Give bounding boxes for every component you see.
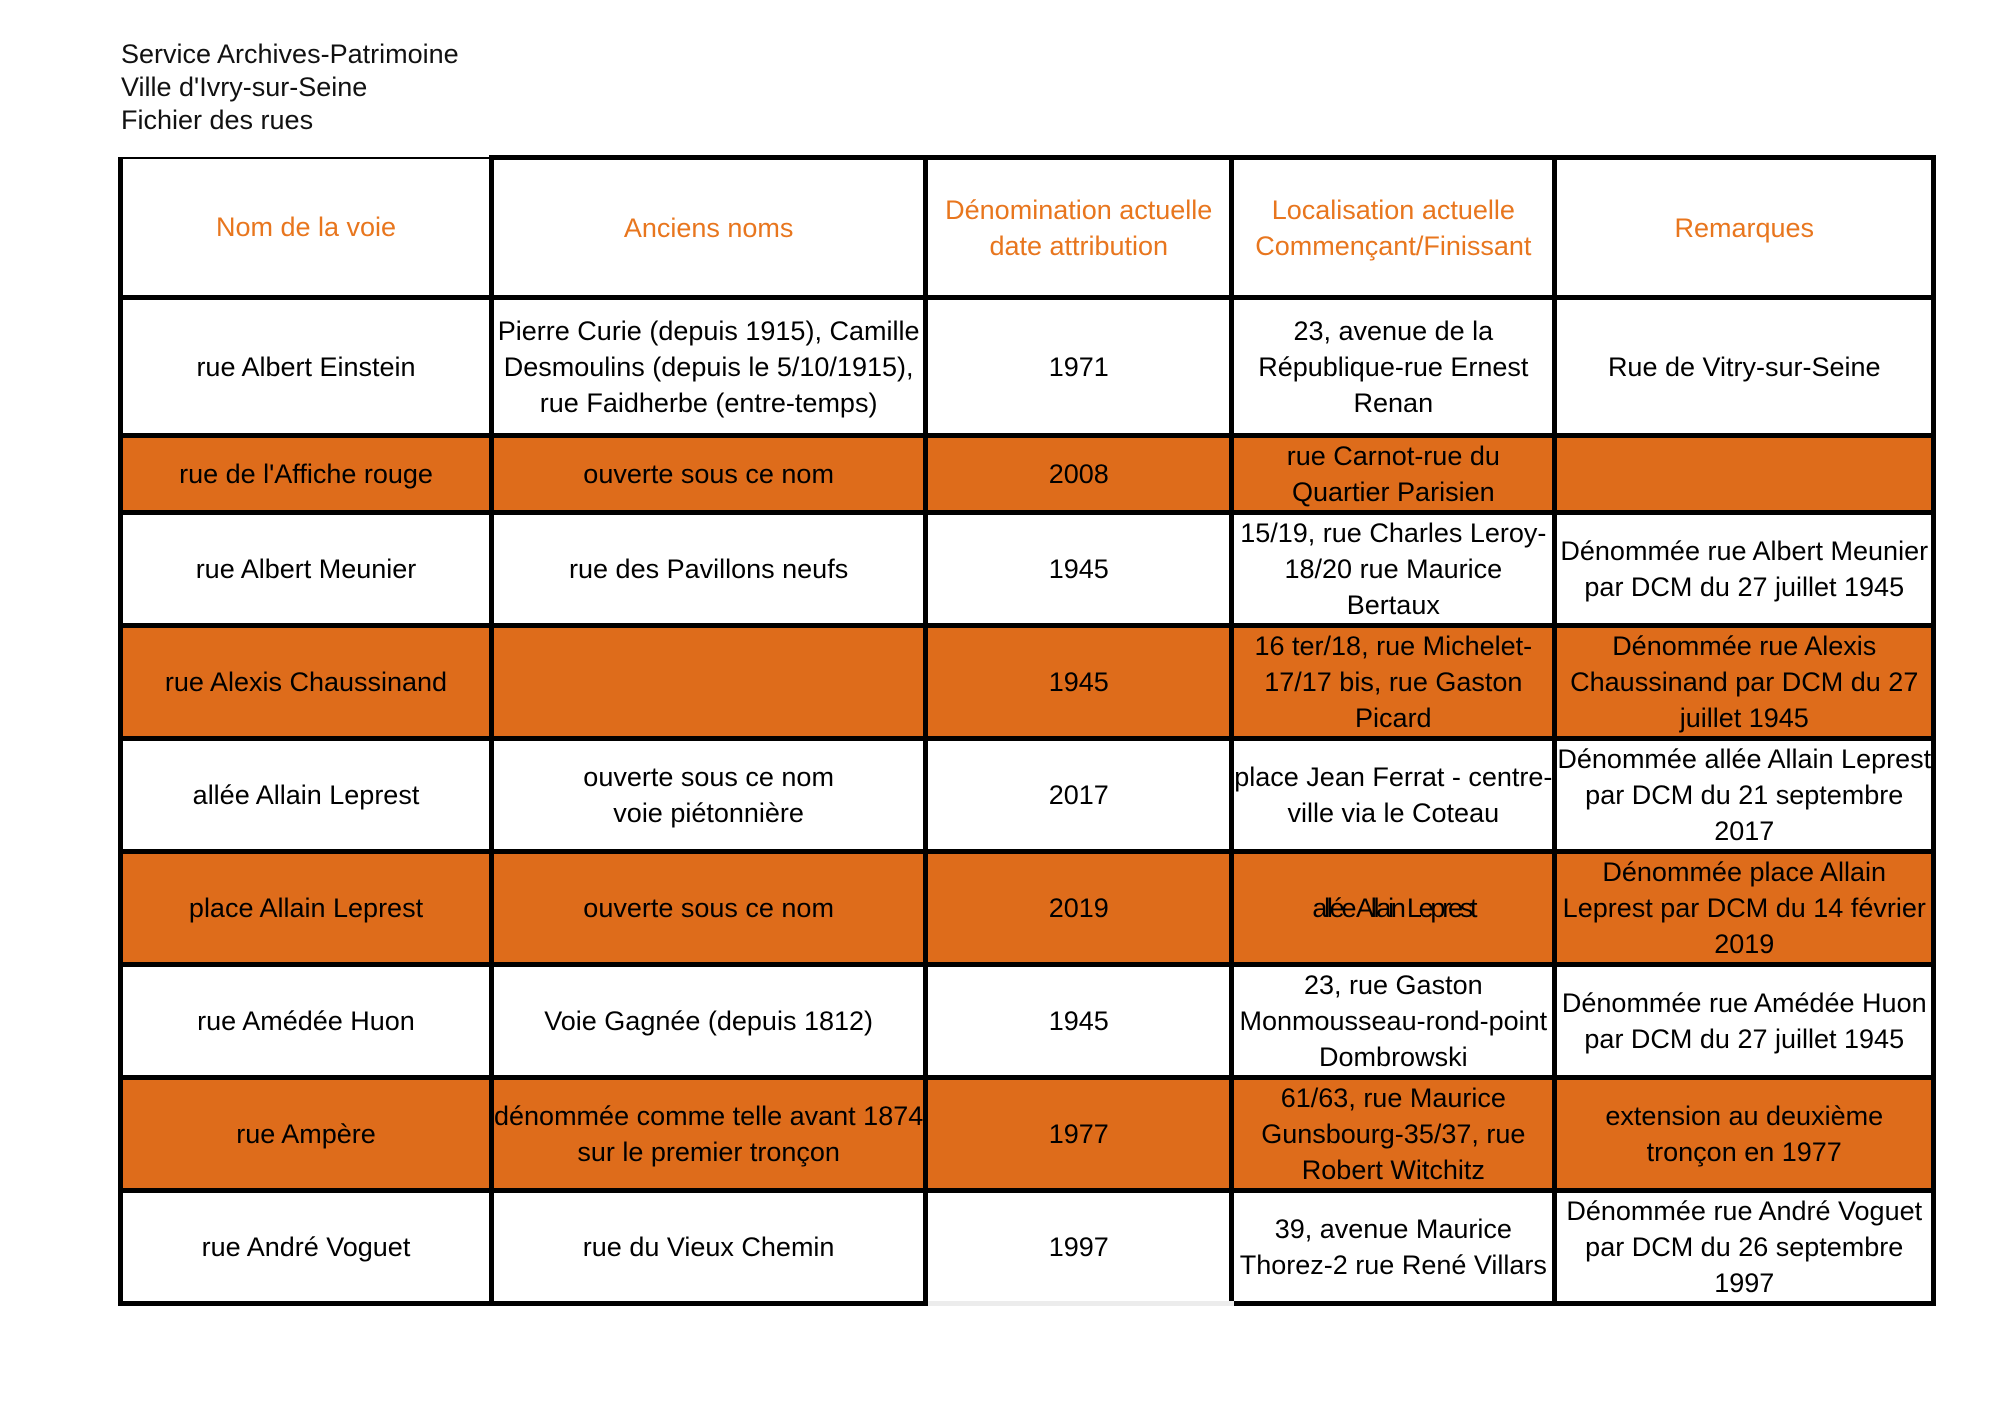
cell-line: 17/17 bis, rue Gaston bbox=[1264, 667, 1523, 697]
table-row bbox=[121, 626, 1934, 739]
cell-line: tronçon en 1977 bbox=[1646, 1137, 1842, 1167]
header-cell-remarques bbox=[1555, 158, 1934, 298]
cell-line: rue Carnot-rue du bbox=[1286, 441, 1500, 471]
cell-line: Desmoulins (depuis le 5/10/1915), bbox=[503, 351, 914, 382]
cell-nom bbox=[121, 1078, 492, 1191]
cell-localisation bbox=[1232, 739, 1555, 852]
cell-anciens bbox=[492, 1191, 926, 1304]
cell-nom bbox=[121, 739, 492, 852]
cell-line: Voie Gagnée (depuis 1812) bbox=[544, 1006, 873, 1036]
cell-line: Dénommée allée Allain Leprest bbox=[1557, 744, 1932, 774]
cell-line: 1945 bbox=[1048, 1006, 1109, 1036]
cell-line: République-rue Ernest bbox=[1258, 351, 1529, 382]
cell-line: par DCM du 27 juillet 1945 bbox=[1584, 572, 1905, 602]
cell-line: allée Allain Leprest bbox=[1312, 893, 1475, 923]
table-row bbox=[121, 1191, 1934, 1304]
cell-anciens bbox=[492, 513, 926, 626]
cell-line: juillet 1945 bbox=[1679, 703, 1809, 733]
cell-line: Bertaux bbox=[1346, 590, 1440, 620]
table-row bbox=[121, 436, 1934, 513]
header-row bbox=[121, 158, 1934, 298]
cell-line: Dénommée rue Alexis bbox=[1612, 631, 1877, 661]
cell-line: 2019 bbox=[1714, 929, 1775, 959]
cell-line: Monmousseau-rond-point bbox=[1239, 1006, 1548, 1036]
cell-line: date attribution bbox=[989, 230, 1169, 261]
cell-line: 1945 bbox=[1048, 554, 1109, 584]
cell-line: rue Ampère bbox=[236, 1119, 376, 1149]
cell-line: Dénommée rue André Voguet bbox=[1566, 1196, 1923, 1226]
cell-line: 1997 bbox=[1048, 1232, 1109, 1262]
cell-date bbox=[926, 436, 1232, 513]
cell-date bbox=[926, 965, 1232, 1078]
cell-localisation bbox=[1232, 965, 1555, 1078]
cell-line: ouverte sous ce nom bbox=[583, 762, 834, 792]
cell-date bbox=[926, 513, 1232, 626]
cell-localisation bbox=[1232, 1191, 1555, 1304]
cell-line: 18/20 rue Maurice bbox=[1284, 554, 1503, 584]
cell-line: Dénommée place Allain bbox=[1602, 857, 1887, 887]
cell-remarques bbox=[1555, 739, 1934, 852]
cell-nom bbox=[121, 626, 492, 739]
header-cell-anciens bbox=[492, 158, 926, 298]
cell-line: 1971 bbox=[1048, 351, 1109, 382]
cell-nom bbox=[121, 1191, 492, 1304]
cell-anciens bbox=[492, 626, 926, 739]
cell-line: par DCM du 21 septembre bbox=[1585, 780, 1904, 810]
cell-line: allée Allain Leprest bbox=[192, 780, 420, 810]
cell-line: Robert Witchitz bbox=[1301, 1155, 1485, 1185]
table-row bbox=[121, 298, 1934, 436]
table-row bbox=[121, 513, 1934, 626]
cell-remarques bbox=[1555, 965, 1934, 1078]
cell-remarques bbox=[1555, 513, 1934, 626]
cell-line: Chaussinand par DCM du 27 bbox=[1570, 667, 1919, 697]
cell-anciens bbox=[492, 1078, 926, 1191]
cell-localisation bbox=[1232, 626, 1555, 739]
header-line-city: Ville d'Ivry-sur-Seine bbox=[121, 72, 368, 102]
cell-line: par DCM du 27 juillet 1945 bbox=[1584, 1024, 1905, 1054]
cell-line: Quartier Parisien bbox=[1292, 477, 1495, 507]
table-row bbox=[121, 739, 1934, 852]
cell-line: Thorez-2 rue René Villars bbox=[1239, 1250, 1547, 1280]
cell-line: extension au deuxième bbox=[1605, 1101, 1884, 1131]
cell-line: voie piétonnière bbox=[613, 798, 804, 828]
cell-line: Dénomination actuelle bbox=[945, 194, 1213, 225]
cell-localisation bbox=[1232, 1078, 1555, 1191]
cell-line: Anciens noms bbox=[623, 212, 794, 243]
cell-line: Leprest par DCM du 14 février bbox=[1562, 893, 1926, 923]
cell-line: 16 ter/18, rue Michelet- bbox=[1254, 631, 1533, 661]
header-cell-date bbox=[926, 158, 1232, 298]
cell-remarques bbox=[1555, 1191, 1934, 1304]
cell-line: 15/19, rue Charles Leroy- bbox=[1240, 518, 1547, 548]
cell-line: 2008 bbox=[1048, 459, 1109, 489]
cell-anciens bbox=[492, 739, 926, 852]
header-cell-nom bbox=[121, 158, 492, 298]
cell-line: place Jean Ferrat - centre- bbox=[1234, 762, 1553, 792]
table-head bbox=[121, 158, 1934, 298]
cell-line: sur le premier tronçon bbox=[577, 1137, 840, 1167]
document-header bbox=[121, 38, 459, 137]
header-line-file: Fichier des rues bbox=[121, 105, 314, 135]
cell-line: 1977 bbox=[1048, 1119, 1109, 1149]
cell-line: ouverte sous ce nom bbox=[583, 893, 834, 923]
streets-table bbox=[118, 155, 1936, 1306]
cell-localisation bbox=[1232, 436, 1555, 513]
cell-line: Rue de Vitry-sur-Seine bbox=[1607, 351, 1881, 382]
cell-date bbox=[926, 626, 1232, 739]
cell-nom bbox=[121, 436, 492, 513]
cell-remarques bbox=[1555, 626, 1934, 739]
cell-remarques bbox=[1555, 852, 1934, 965]
cell-line: Dénommée rue Albert Meunier bbox=[1560, 536, 1929, 566]
cell-line: Nom de la voie bbox=[215, 211, 397, 242]
cell-remarques bbox=[1555, 298, 1934, 436]
cell-line: 2017 bbox=[1048, 780, 1109, 810]
cell-date bbox=[926, 739, 1232, 852]
table-body bbox=[121, 298, 1934, 1304]
cell-line: Dénommée rue Amédée Huon bbox=[1561, 988, 1927, 1018]
header-line-service: Service Archives-Patrimoine bbox=[121, 39, 459, 69]
cell-line: ville via le Coteau bbox=[1287, 798, 1500, 828]
cell-line: Localisation actuelle bbox=[1271, 194, 1515, 225]
cell-line: ouverte sous ce nom bbox=[583, 459, 834, 489]
cell-line: Gunsbourg-35/37, rue bbox=[1261, 1119, 1526, 1149]
cell-line: rue de l'Affiche rouge bbox=[179, 459, 433, 489]
cell-line: rue du Vieux Chemin bbox=[582, 1232, 835, 1262]
cell-nom bbox=[121, 298, 492, 436]
cell-line: place Allain Leprest bbox=[188, 893, 424, 923]
cell-line: rue André Voguet bbox=[201, 1232, 411, 1262]
cell-date bbox=[926, 1191, 1232, 1304]
cell-line: Dombrowski bbox=[1319, 1042, 1468, 1072]
cell-anciens bbox=[492, 965, 926, 1078]
cell-line: par DCM du 26 septembre bbox=[1585, 1232, 1904, 1262]
cell-nom bbox=[121, 513, 492, 626]
cell-line: rue Amédée Huon bbox=[197, 1006, 415, 1036]
cell-line: 2017 bbox=[1714, 816, 1775, 846]
cell-line: Picard bbox=[1355, 703, 1432, 733]
table-row bbox=[121, 852, 1934, 965]
cell-anciens bbox=[492, 436, 926, 513]
cell-line: 39, avenue Maurice bbox=[1274, 1214, 1512, 1244]
cell-line: rue Albert Meunier bbox=[195, 554, 417, 584]
cell-anciens bbox=[492, 852, 926, 965]
cell-date bbox=[926, 1078, 1232, 1191]
cell-date bbox=[926, 298, 1232, 436]
cell-localisation bbox=[1232, 852, 1555, 965]
header-cell-localisation bbox=[1232, 158, 1555, 298]
cell-line: 1997 bbox=[1714, 1268, 1775, 1298]
cell-line: rue Alexis Chaussinand bbox=[164, 667, 448, 697]
cell-anciens bbox=[492, 298, 926, 436]
cell-nom bbox=[121, 852, 492, 965]
cell-line: rue Albert Einstein bbox=[196, 351, 416, 382]
cell-line: dénommée comme telle avant 1874 bbox=[494, 1101, 924, 1131]
cell-nom bbox=[121, 965, 492, 1078]
cell-line: 23, rue Gaston bbox=[1304, 970, 1483, 1000]
cell-line: 1945 bbox=[1048, 667, 1109, 697]
cell-line: rue Faidherbe (entre-temps) bbox=[539, 387, 878, 418]
cell-line: Remarques bbox=[1674, 212, 1815, 243]
cell-line: Renan bbox=[1353, 387, 1434, 418]
table-row bbox=[121, 1078, 1934, 1191]
table-row bbox=[121, 965, 1934, 1078]
cell-date bbox=[926, 852, 1232, 965]
cell-localisation bbox=[1232, 298, 1555, 436]
cell-line: 61/63, rue Maurice bbox=[1280, 1083, 1506, 1113]
cell-line: Commençant/Finissant bbox=[1255, 230, 1532, 261]
cell-line: 2019 bbox=[1048, 893, 1109, 923]
cell-line: 23, avenue de la bbox=[1293, 315, 1494, 346]
cell-line: rue des Pavillons neufs bbox=[569, 554, 849, 584]
cell-line: Pierre Curie (depuis 1915), Camille bbox=[497, 315, 920, 346]
cell-localisation bbox=[1232, 513, 1555, 626]
cell-remarques bbox=[1555, 1078, 1934, 1191]
cell-remarques bbox=[1555, 436, 1934, 513]
